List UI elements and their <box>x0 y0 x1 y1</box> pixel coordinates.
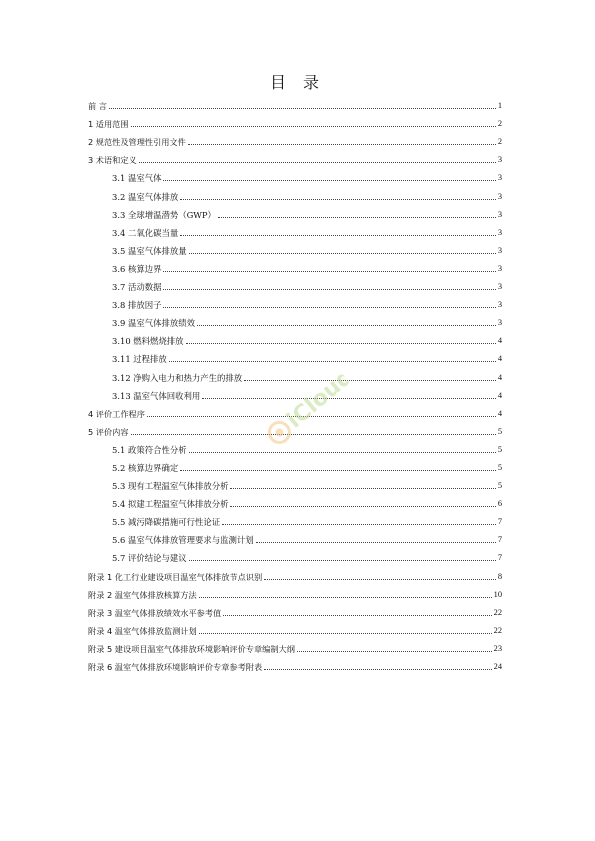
toc-entry-label: 5.5 减污降碳措施可行性论证 <box>112 517 221 528</box>
toc-entry-page-number: 3 <box>497 282 502 292</box>
toc-entry[interactable] <box>88 111 502 129</box>
toc-entry-label: 3.9 温室气体排放绩效 <box>112 318 195 329</box>
toc-entry-page-number: 2 <box>497 119 502 129</box>
toc-entry-label: 3.7 活动数据 <box>112 282 162 293</box>
toc-entry-page-number: 4 <box>497 372 502 382</box>
toc-leader-dots <box>197 325 496 326</box>
toc-leader-dots <box>223 615 491 616</box>
toc-entry[interactable] <box>88 202 502 220</box>
toc-entry-label: 3.5 温室气体排放量 <box>112 245 187 256</box>
toc-entry-page-number: 24 <box>493 662 502 671</box>
toc-entry[interactable] <box>88 310 502 328</box>
toc-entry-label: 5.2 核算边界确定 <box>112 462 179 473</box>
toc-entry-page-number: 5 <box>497 462 502 472</box>
toc-leader-dots <box>199 597 492 598</box>
toc-entry-label: 5.6 温室气体排放管理要求与监测计划 <box>112 535 254 546</box>
toc-entry-page-number: 10 <box>493 589 502 599</box>
toc-entry-page-number: 4 <box>497 354 502 364</box>
toc-leader-dots <box>189 253 496 254</box>
toc-entry-page-number: 3 <box>497 318 502 328</box>
toc-entry-page-number: 4 <box>497 390 502 400</box>
toc-entry-page-number: 22 <box>493 607 502 617</box>
toc-entry-label: 附录 4 温室气体排放监测计划 <box>88 625 197 636</box>
toc-entry-label: 3.4 二氧化碳当量 <box>112 227 179 238</box>
toc-entry-page-number: 3 <box>497 155 502 165</box>
toc-entry-label: 3.10 燃料燃烧排放 <box>112 336 184 347</box>
toc-entry[interactable] <box>88 473 502 491</box>
toc-entry[interactable] <box>88 618 502 636</box>
toc-leader-dots <box>256 542 496 543</box>
toc-entry-label: 1 适用范围 <box>88 119 129 130</box>
toc-entry-page-number: 4 <box>497 336 502 346</box>
toc-entry-label: 附录 2 温室气体排放核算方法 <box>88 589 197 600</box>
toc-entry-label: 附录 1 化工行业建设项目温室气体排放节点识别 <box>88 571 263 582</box>
toc-leader-dots <box>189 560 496 561</box>
toc-entry-page-number: 1 <box>497 101 502 111</box>
toc-entry[interactable] <box>88 256 502 274</box>
toc-leader-dots <box>189 452 496 453</box>
toc-entry-label: 附录 6 温室气体排放环境影响评价专章参考附表 <box>88 662 263 672</box>
toc-entry[interactable] <box>88 545 502 563</box>
toc-entry[interactable] <box>88 600 502 618</box>
toc-entry-page-number: 8 <box>497 571 502 581</box>
toc-entry-page-number: 3 <box>497 300 502 310</box>
toc-leader-dots <box>163 271 495 272</box>
toc-entry-page-number: 3 <box>497 245 502 255</box>
toc-entry-page-number: 3 <box>497 263 502 273</box>
toc-entry[interactable] <box>88 220 502 238</box>
toc-entry[interactable] <box>88 238 502 256</box>
toc-entry-page-number: 23 <box>493 643 502 653</box>
toc-leader-dots <box>109 108 496 109</box>
toc-entry-label: 3.13 温室气体回收利用 <box>112 390 201 401</box>
toc-entry-page-number: 5 <box>497 444 502 454</box>
toc-entry-page-number: 3 <box>497 209 502 219</box>
toc-entry-label: 4 评价工作程序 <box>88 408 145 419</box>
toc-entry[interactable] <box>88 292 502 310</box>
toc-entry-page-number: 7 <box>497 517 502 527</box>
toc-leader-dots <box>131 126 496 127</box>
toc-entry-page-number: 5 <box>497 481 502 491</box>
toc-entry-label: 3 术语和定义 <box>88 155 137 166</box>
toc-entry-page-number: 3 <box>497 173 502 183</box>
toc-entry-label: 3.3 全球增温潜势（GWP） <box>112 209 216 220</box>
toc-entry-label: 5.1 政策符合性分析 <box>112 444 187 455</box>
toc-entry[interactable] <box>88 346 502 364</box>
toc-leader-dots <box>180 199 496 200</box>
toc-leader-dots <box>199 633 492 634</box>
toc-entry-page-number: 7 <box>497 535 502 545</box>
toc-leader-dots <box>163 180 495 181</box>
toc-leader-dots <box>264 579 496 580</box>
toc-entry[interactable] <box>88 654 502 672</box>
toc-entry[interactable] <box>88 93 502 111</box>
toc-entry-label: 5.3 现有工程温室气体排放分析 <box>112 481 229 492</box>
toc-leader-dots <box>163 289 495 290</box>
toc-entry-label: 2 规范性及管理性引用文件 <box>88 137 186 148</box>
toc-entry[interactable] <box>88 527 502 545</box>
watermark-text: iCloud <box>282 364 359 434</box>
toc-leader-dots <box>218 217 496 218</box>
toc-entry[interactable] <box>88 563 502 581</box>
toc-entry[interactable] <box>88 183 502 201</box>
toc-entry-label: 附录 3 温室气体排放绩效水平参考值 <box>88 607 222 618</box>
toc-entry[interactable] <box>88 636 502 654</box>
toc-entry-page-number: 22 <box>493 625 502 635</box>
toc-entry[interactable] <box>88 491 502 509</box>
toc-leader-dots <box>180 235 496 236</box>
toc-entry[interactable] <box>88 274 502 292</box>
toc-entry-label: 3.11 过程排放 <box>112 354 167 365</box>
toc-entry-label: 前 言 <box>88 101 107 112</box>
toc-leader-dots <box>180 470 496 471</box>
toc-entry[interactable] <box>88 582 502 600</box>
toc-leader-dots <box>264 669 491 670</box>
toc-leader-dots <box>188 144 496 145</box>
toc-leader-dots <box>186 343 496 344</box>
toc-entry-page-number: 3 <box>497 191 502 201</box>
page-title: 目 录 <box>269 73 326 92</box>
toc-entry-page-number: 6 <box>497 499 502 509</box>
toc-leader-dots <box>222 524 496 525</box>
toc-entry-label: 5.4 拟建工程温室气体排放分析 <box>112 499 229 510</box>
toc-entry[interactable] <box>88 509 502 527</box>
toc-leader-dots <box>139 162 496 163</box>
toc-entry-label: 3.8 排放因子 <box>112 300 162 311</box>
toc-entry[interactable] <box>88 129 502 147</box>
toc-entry-label: 附录 5 建设项目温室气体排放环境影响评价专章编制大纲 <box>88 643 295 654</box>
toc-entry-page-number: 3 <box>497 227 502 237</box>
toc-entry[interactable] <box>88 165 502 183</box>
toc-entry-label: 3.1 温室气体 <box>112 173 162 184</box>
toc-leader-dots <box>163 307 495 308</box>
toc-entry-page-number: 5 <box>497 426 502 436</box>
toc-leader-dots <box>230 488 495 489</box>
toc-entry[interactable] <box>88 328 502 346</box>
toc-entry-label: 5 评价内容 <box>88 426 129 437</box>
toc-entry[interactable] <box>88 147 502 165</box>
toc-entry-label: 3.2 温室气体排放 <box>112 191 179 202</box>
toc-entry-page-number: 2 <box>497 137 502 147</box>
toc-entry-label: 3.6 核算边界 <box>112 263 162 274</box>
toc-leader-dots <box>230 506 495 507</box>
toc-leader-dots <box>297 651 492 652</box>
toc-entry-page-number: 7 <box>497 553 502 563</box>
toc-entry-label: 5.7 评价结论与建议 <box>112 553 187 564</box>
toc-entry-page-number: 4 <box>497 408 502 418</box>
toc-entry-label: 3.12 净购入电力和热力产生的排放 <box>112 372 243 383</box>
